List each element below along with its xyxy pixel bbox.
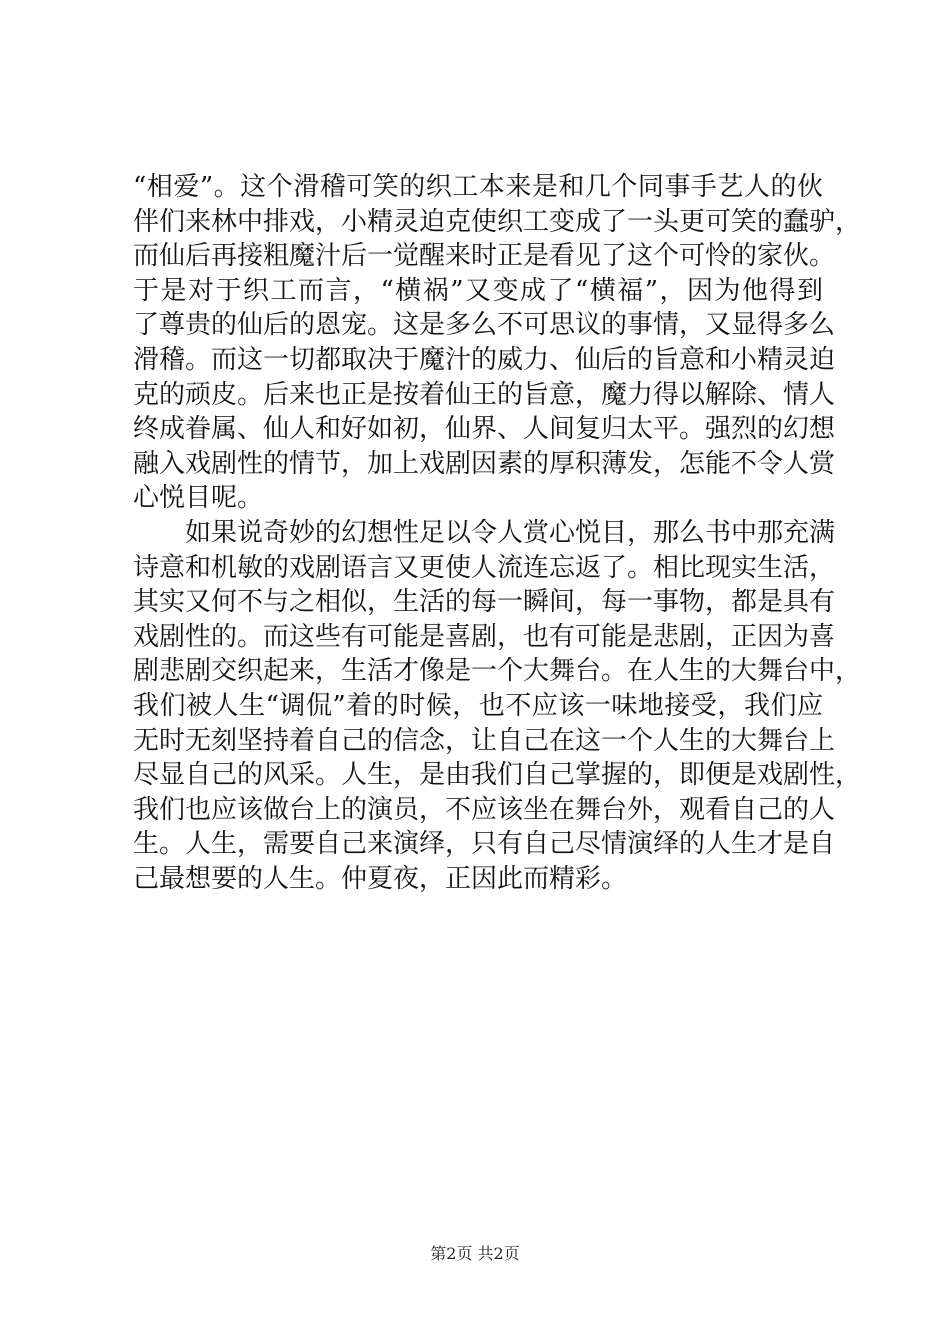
text-line: 诗意和机敏的戏剧语言又更使人流连忘返了。相比现实生活， [133,552,836,583]
text-line: 心悦目呢。 [133,483,264,514]
text-line: 融入戏剧性的情节，加上戏剧因素的厚积薄发，怎能不令人赏 [133,448,836,479]
text-line: 如果说奇妙的幻想性足以令人赏心悦目，那么书中那充满 [185,517,836,548]
text-line: 终成眷属、仙人和好如初，仙界、人间复归太平。强烈的幻想 [133,414,836,445]
text-line: 其实又何不与之相似，生活的每一瞬间，每一事物，都是具有 [133,587,836,618]
text-line: 戏剧性的。而这些有可能是喜剧，也有可能是悲剧，正因为喜 [133,621,836,652]
text-line: 我们也应该做台上的演员，不应该坐在舞台外，观看自己的人 [133,794,836,825]
paragraph-1 [133,170,862,516]
text-line: 剧悲剧交织起来，生活才像是一个大舞台。在人生的大舞台中， [133,656,862,687]
text-line: 而仙后再接粗魔汁后一觉醒来时正是看见了这个可怜的家伙。 [133,241,836,272]
text-line: 尽显自己的风采。人生，是由我们自己掌握的，即便是戏剧性， [133,760,862,791]
text-line: 生。人生，需要自己来演绎，只有自己尽情演绎的人生才是自 [133,829,836,860]
text-line: 滑稽。而这一切都取决于魔汁的威力、仙后的旨意和小精灵迫 [133,344,836,375]
text-line: 己最想要的人生。仲夏夜，正因此而精彩。 [133,863,628,894]
document-body [133,170,862,896]
text-line: 我们被人生“调侃”着的时候，也不应该一味地接受，我们应 [133,690,823,721]
text-line: 于是对于织工而言，“横祸”又变成了“横福”，因为他得到 [133,275,823,306]
text-line: “相爱”。这个滑稽可笑的织工本来是和几个同事手艺人的伙 [133,172,823,202]
page-number-footer: 第2页 共2页 [430,1244,520,1263]
text-line: 伴们来林中排戏，小精灵迫克使织工变成了一头更可笑的蠢驴， [133,206,862,237]
text-line: 克的顽皮。后来也正是按着仙王的旨意，魔力得以解除、情人 [133,379,836,410]
text-line: 了尊贵的仙后的恩宠。这是多么不可思议的事情，又显得多么 [133,310,836,341]
text-line: 无时无刻坚持着自己的信念，让自己在这一个人生的大舞台上 [133,725,836,756]
paragraph-2 [133,516,862,897]
